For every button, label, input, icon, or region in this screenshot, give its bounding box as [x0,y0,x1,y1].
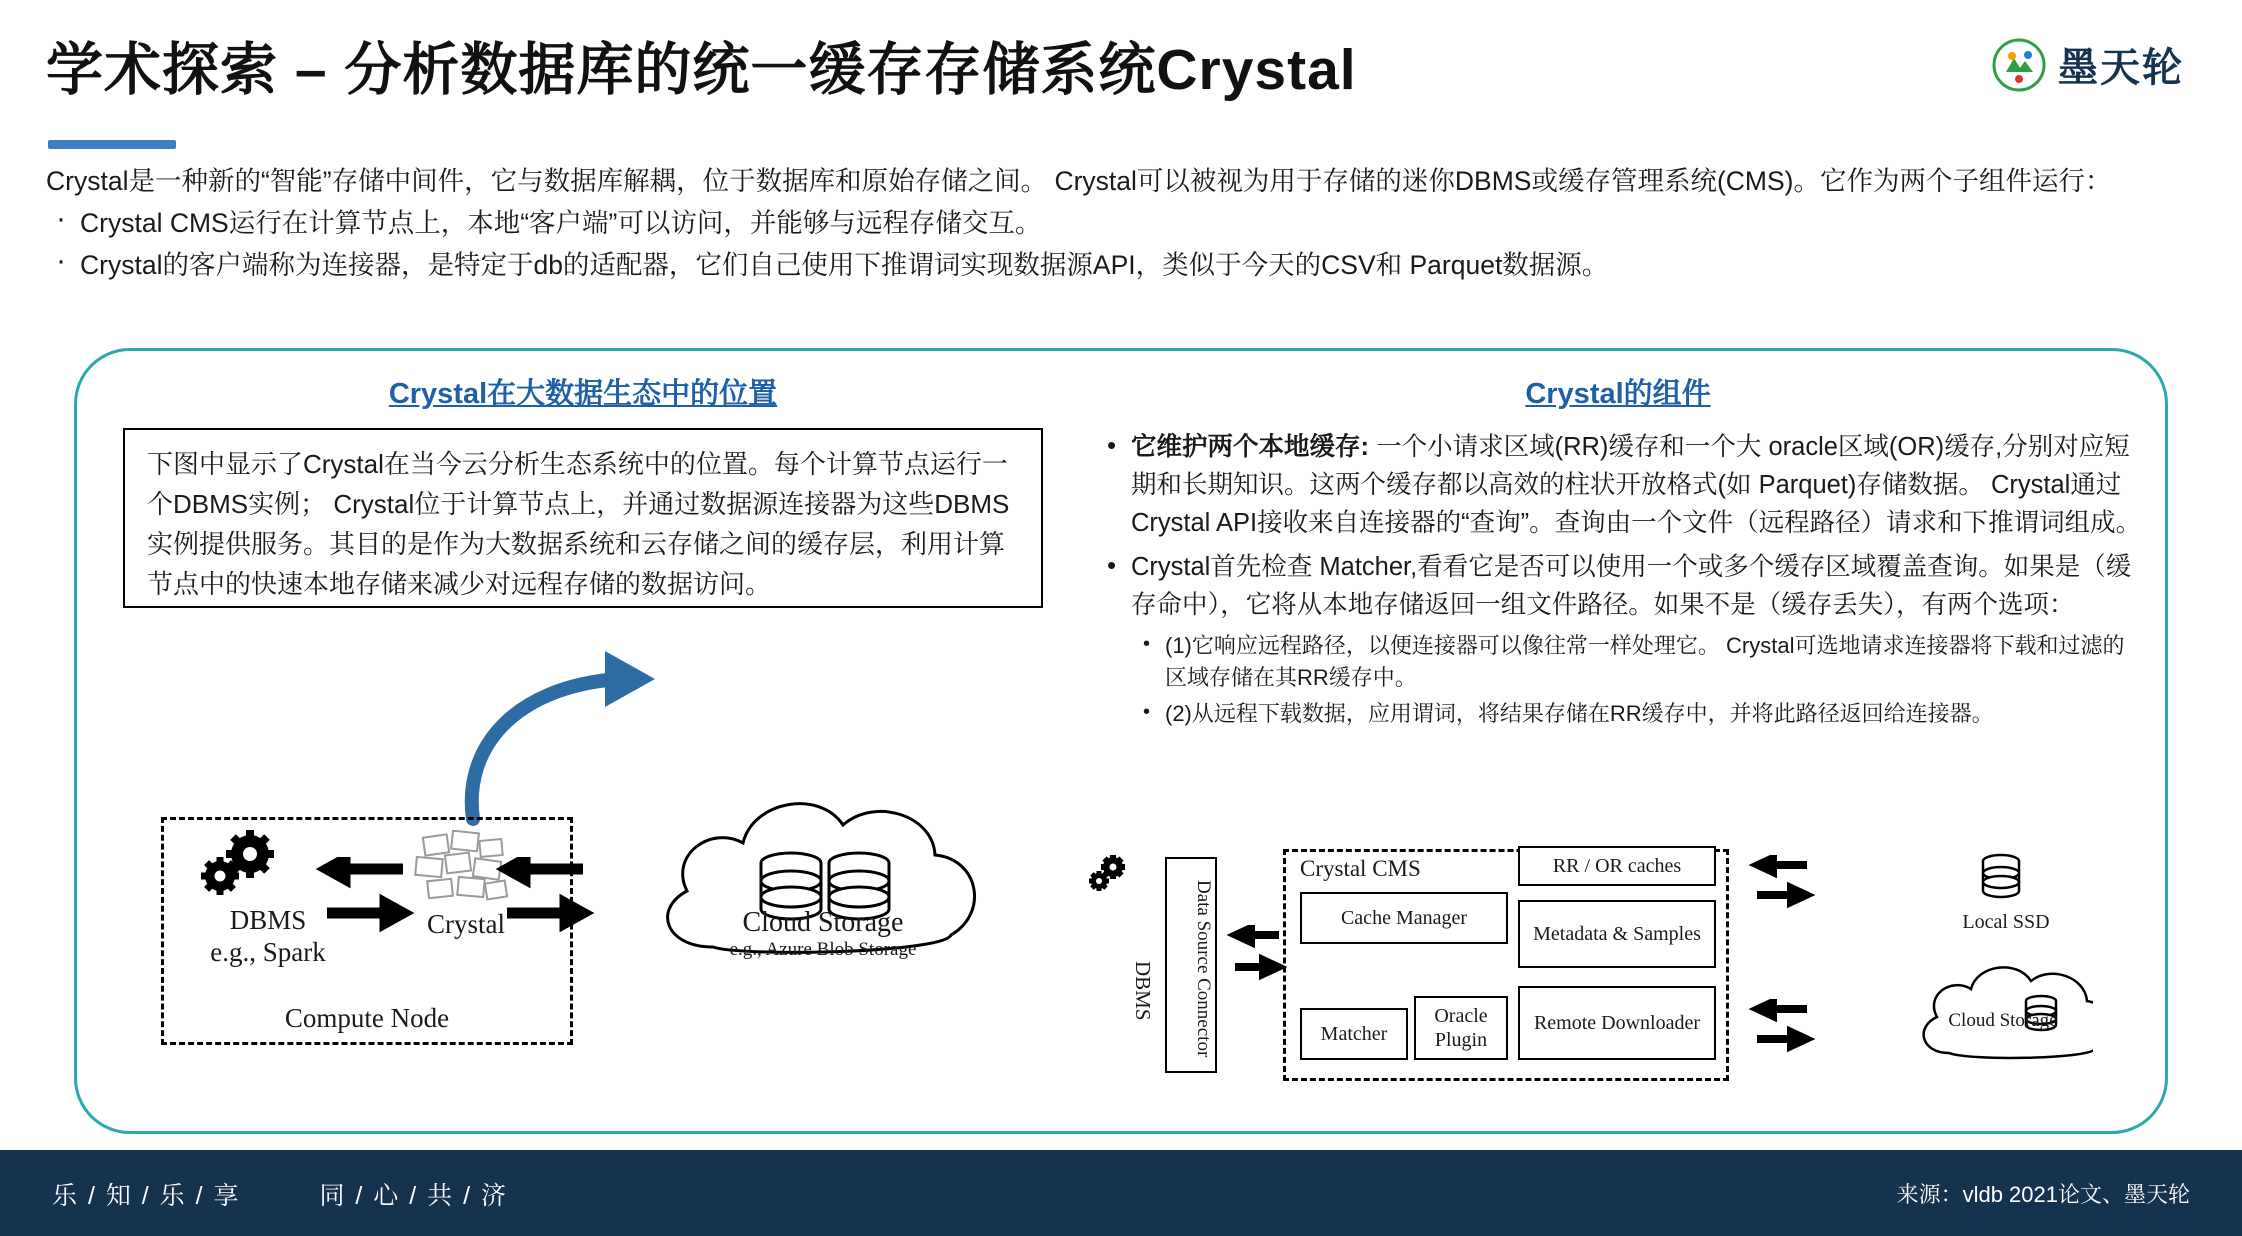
intro-bullet-2: · Crystal的客户端称为连接器，是特定于db的适配器，它们自己使用下推谓词实现数据源API，类似于今天的CSV和 Parquet数据源。 [46,244,2196,286]
modb-logo-icon [1992,38,2046,92]
component-bullet-2 [1099,548,2143,624]
footer-slogan-1: 乐 / 知 / 乐 / 享 [52,1182,241,1210]
cms-cloud-arrows-icon [1745,999,1817,1069]
component-bullet-1-strong: 它维护两个本地缓存: [1131,433,1369,461]
component-bullet-1-text: 一个小请求区域(RR)缓存和一个大 oracle区域(OR)缓存,分别对应短期和长期知识。这两个缓存都以高效的柱状开放格式(如 Parquet)存储数据。 Crystal通过 Crystal API接收来自连接器的“查询”。查询由一个文件（远程路径）请求和下推谓词组成。 [1131,433,2142,537]
data-source-connector-box: Data Source Connector [1165,857,1217,1073]
brand-name: 墨天轮 [2058,46,2184,90]
intro-bullet-1: · Crystal CMS运行在计算节点上，本地“客户端”可以访问，并能够与远程存储交互。 [46,202,2196,244]
footer-slogan-2: 同 / 心 / 共 / 济 [319,1182,508,1210]
crystal-cloud-arrows-icon [491,857,601,967]
dbms-vertical-label: DBMS [1131,961,1155,1021]
gears-small-icon [1087,853,1133,899]
cms-ssd-arrows-icon [1745,855,1817,925]
left-column-heading: Crystal在大数据生态中的位置 [388,378,778,410]
cloud-storage-icon [643,767,1003,997]
footer-slogan [52,1176,508,1212]
compute-node-label: Compute Node [284,1003,450,1033]
accent-bar [48,140,176,149]
connector-cms-arrows-icon [1225,925,1287,1005]
ecosystem-diagram [103,671,1063,1111]
component-bullet-1 [1099,428,2143,542]
content-panel [74,348,2168,1134]
metadata-samples-box: Metadata & Samples [1518,900,1716,968]
intro-bullet-list [46,202,2196,286]
matcher-box: Matcher [1300,1008,1408,1060]
page-title: 学术探索 – 分析数据库的统一缓存存储系统Crystal [46,38,1357,102]
cloud-storage-subtitle: e.g., Azure Blob Storage [729,939,917,960]
slide-header [0,0,2242,150]
intro-paragraph: Crystal是一种新的“智能”存储中间件，它与数据库解耦，位于数据库和原始存储之间。 Crystal可以被视为用于存储的迷你DBMS或缓存管理系统(CMS)。它作为两个子组件运行： [46,166,2112,196]
left-column [103,371,1063,1115]
component-subbullet-1: • (1)它响应远程路径，以便连接器可以像往常一样处理它。 Crystal可选地请求连接器将下载和过滤的区域存储在其RR缓存中。 [1099,630,2143,694]
dbms-crystal-arrows-icon [311,857,421,967]
cloud-storage-label [663,907,983,961]
component-bullet-2-text: Crystal首先检查 Matcher,看看它是否可以使用一个或多个缓存区域覆盖查询。如果是（缓存命中），它将从本地存储返回一组文件路径。如果不是（缓存丢失），有两个选项： [1131,553,2132,619]
crystal-architecture-diagram [1093,849,2143,1109]
component-subbullet-2: • (2)从远程下载数据，应用谓词，将结果存储在RR缓存中，并将此路径返回给连接器。 [1099,698,2143,730]
crystal-cms-title: Crystal CMS [1300,856,1421,881]
footer-source: 来源：vldb 2021论文、墨天轮 [1896,1182,2190,1207]
cloud-storage-title: Cloud Storage [742,907,904,938]
left-column-body: 下图中显示了Crystal在当今云分析生态系统中的位置。每个计算节点运行一个DBMS实例； Crystal位于计算节点上，并通过数据源连接器为这些DBMS实例提供服务。其目的是作为大数据系统和云存储之间的缓存层，利用计算节点中的快速本地存储来减少对远程存储的数据访问。 [123,428,1043,608]
dbms-sublabel: e.g., Spark [210,937,326,967]
slide-footer [0,1150,2242,1236]
cloud-storage-right-label: Cloud Storage [1948,1010,2058,1031]
rr-or-caches-box: RR / OR caches [1518,846,1716,886]
crystal-cms-box [1283,849,1729,1081]
oracle-plugin-box: Oracle Plugin [1414,996,1508,1060]
intro-block [46,160,2196,286]
cache-manager-box: Cache Manager [1300,892,1508,944]
components-bullets [1093,428,2143,730]
remote-downloader-box: Remote Downloader [1518,986,1716,1060]
local-ssd-icon [1973,849,2039,911]
crystal-label: Crystal [427,909,505,939]
right-column-heading: Crystal的组件 [1525,378,1711,410]
brand-logo [1992,36,2184,93]
local-ssd-label: Local SSD [1962,911,2050,933]
right-column [1093,371,2143,1115]
dbms-label: DBMS [229,905,307,935]
